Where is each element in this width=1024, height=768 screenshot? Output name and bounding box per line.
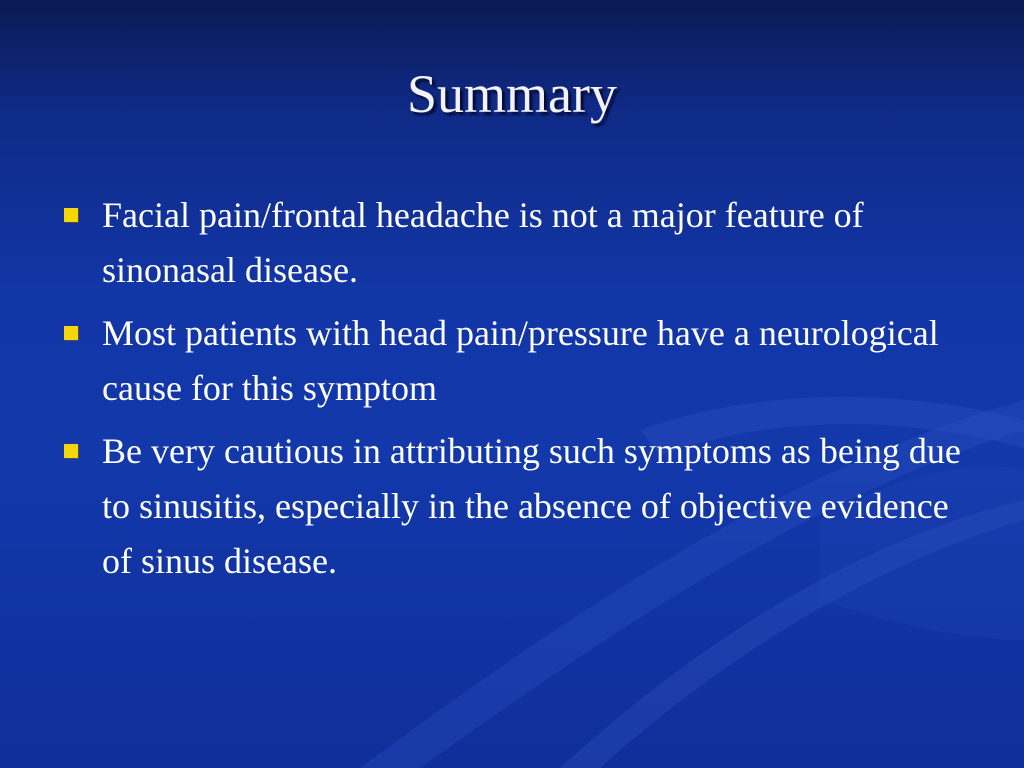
bullet-text: Facial pain/frontal headache is not a major feature of sinonasal disease.	[102, 195, 864, 290]
bullet-text: Most patients with head pain/pressure have a neurological cause for this symptom	[102, 313, 939, 408]
square-bullet-icon	[64, 444, 78, 458]
bullet-text: Be very cautious in attributing such symptoms as being due to sinusitis, especially in the absence of objective evidence of sinus disease.	[102, 431, 961, 581]
bullet-item	[62, 424, 962, 589]
bullet-item	[62, 306, 962, 416]
bullet-list	[62, 188, 962, 597]
square-bullet-icon	[64, 326, 78, 340]
bullet-item	[62, 188, 962, 298]
slide-title: Summary	[407, 64, 617, 124]
square-bullet-icon	[64, 208, 78, 222]
